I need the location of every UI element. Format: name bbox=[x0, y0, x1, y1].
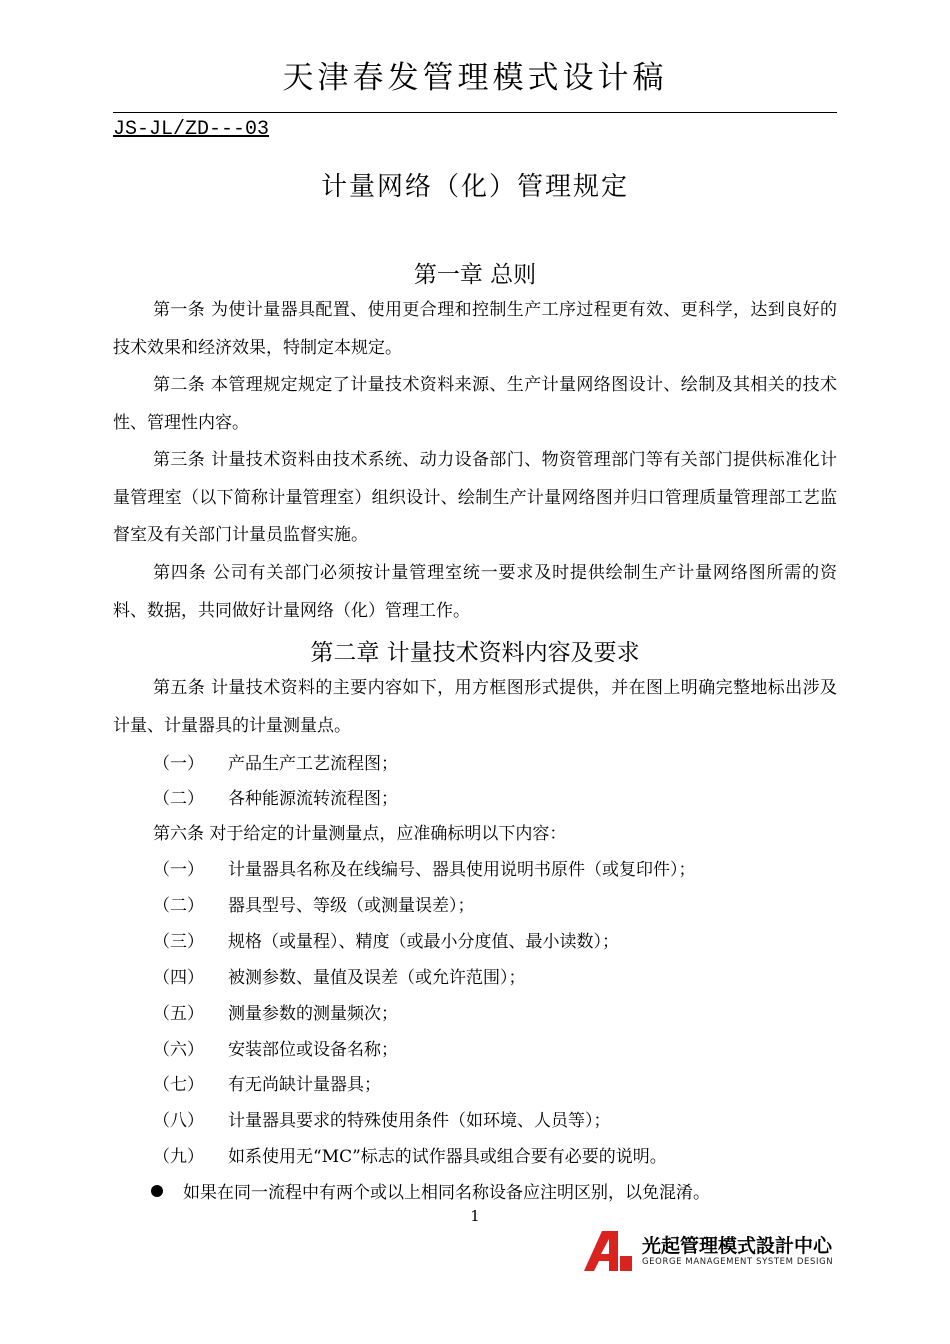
item-number: （一） bbox=[153, 860, 204, 880]
article-6-item bbox=[153, 1145, 667, 1169]
article-5-item bbox=[153, 752, 398, 776]
chapter-1-heading: 第一章 总则 bbox=[413, 262, 537, 288]
item-number: （五） bbox=[153, 1004, 204, 1024]
header-rule bbox=[113, 112, 837, 113]
article-5: 第五条 计量技术资料的主要内容如下，用方框图形式提供，并在图上明确完整地标出涉及计量、计量器具的计量测量点。 bbox=[113, 678, 837, 736]
item-number: （二） bbox=[153, 896, 204, 916]
chapter-2-heading: 第二章 计量技术资料内容及要求 bbox=[310, 640, 640, 666]
article-6-item bbox=[153, 966, 526, 990]
article-4: 第四条 公司有关部门必须按计量管理室统一要求及时提供绘制生产计量网络图所需的资料、数据，共同做好计量网络（化）管理工作。 bbox=[113, 563, 837, 621]
item-number: （一） bbox=[153, 754, 204, 774]
item-text: 各种能源流转流程图； bbox=[228, 789, 398, 809]
article-6-item bbox=[153, 1109, 611, 1133]
article-6-item bbox=[153, 858, 696, 882]
item-text: 安装部位或设备名称； bbox=[228, 1040, 398, 1060]
header-title: 天津春发管理模式设计稿 bbox=[282, 60, 668, 96]
item-text: 器具型号、等级（或测量误差）； bbox=[228, 896, 475, 916]
article-6-item bbox=[153, 894, 475, 918]
item-number: （二） bbox=[153, 789, 204, 809]
article-6-item bbox=[153, 1038, 398, 1062]
article-1: 第一条 为使计量器具配置、使用更合理和控制生产工序过程更有效、更科学，达到良好的技术效果和经济效果，特制定本规定。 bbox=[113, 300, 837, 358]
article-6-item bbox=[153, 930, 619, 954]
bullet-icon bbox=[151, 1185, 163, 1197]
logo-a-icon bbox=[582, 1230, 634, 1272]
item-text: 计量器具要求的特殊使用条件（如环境、人员等）； bbox=[228, 1111, 611, 1131]
article-6-item bbox=[153, 1073, 381, 1097]
item-text: 产品生产工艺流程图； bbox=[228, 754, 398, 774]
article-3: 第三条 计量技术资料由技术系统、动力设备部门、物资管理部门等有关部门提供标准化计量管理室（以下简称计量管理室）组织设计、绘制生产计量网络图并归口管理质量管理部工艺监督室及有关部门计量员监督实施。 bbox=[113, 450, 837, 545]
article-5-item bbox=[153, 787, 398, 811]
bullet-text: 如果在同一流程中有两个或以上相同名称设备应注明区别，以免混淆。 bbox=[183, 1183, 710, 1203]
article-6: 第六条 对于给定的计量测量点，应准确标明以下内容： bbox=[153, 824, 567, 844]
item-text: 被测参数、量值及误差（或允许范围）； bbox=[228, 968, 526, 988]
bullet-note bbox=[151, 1181, 710, 1205]
article-6-item bbox=[153, 1002, 398, 1026]
item-number: （四） bbox=[153, 968, 204, 988]
item-number: （三） bbox=[153, 932, 204, 952]
document-title: 计量网络（化）管理规定 bbox=[320, 172, 629, 202]
document-code: JS-JL/ZD---03 bbox=[113, 118, 270, 141]
item-text: 测量参数的测量频次； bbox=[228, 1004, 398, 1024]
item-text: 规格（或量程）、精度（或最小分度值、最小读数）； bbox=[228, 932, 619, 952]
article-2: 第二条 本管理规定规定了计量技术资料来源、生产计量网络图设计、绘制及其相关的技术性、管理性内容。 bbox=[113, 375, 837, 433]
item-number: （七） bbox=[153, 1075, 204, 1095]
logo-name: 光起管理模式設計中心 bbox=[642, 1235, 833, 1257]
item-number: （六） bbox=[153, 1040, 204, 1060]
item-number: （八） bbox=[153, 1111, 204, 1131]
item-number: （九） bbox=[153, 1147, 204, 1167]
item-text: 如系使用无“MC”标志的试作器具或组合要有必要的说明。 bbox=[228, 1147, 667, 1167]
item-text: 有无尚缺计量器具； bbox=[228, 1075, 381, 1095]
company-logo bbox=[582, 1230, 842, 1272]
logo-subtitle: GEORGE MANAGEMENT SYSTEM DESIGN bbox=[642, 1257, 834, 1267]
page-number: 1 bbox=[470, 1207, 480, 1225]
item-text: 计量器具名称及在线编号、器具使用说明书原件（或复印件）； bbox=[228, 860, 696, 880]
